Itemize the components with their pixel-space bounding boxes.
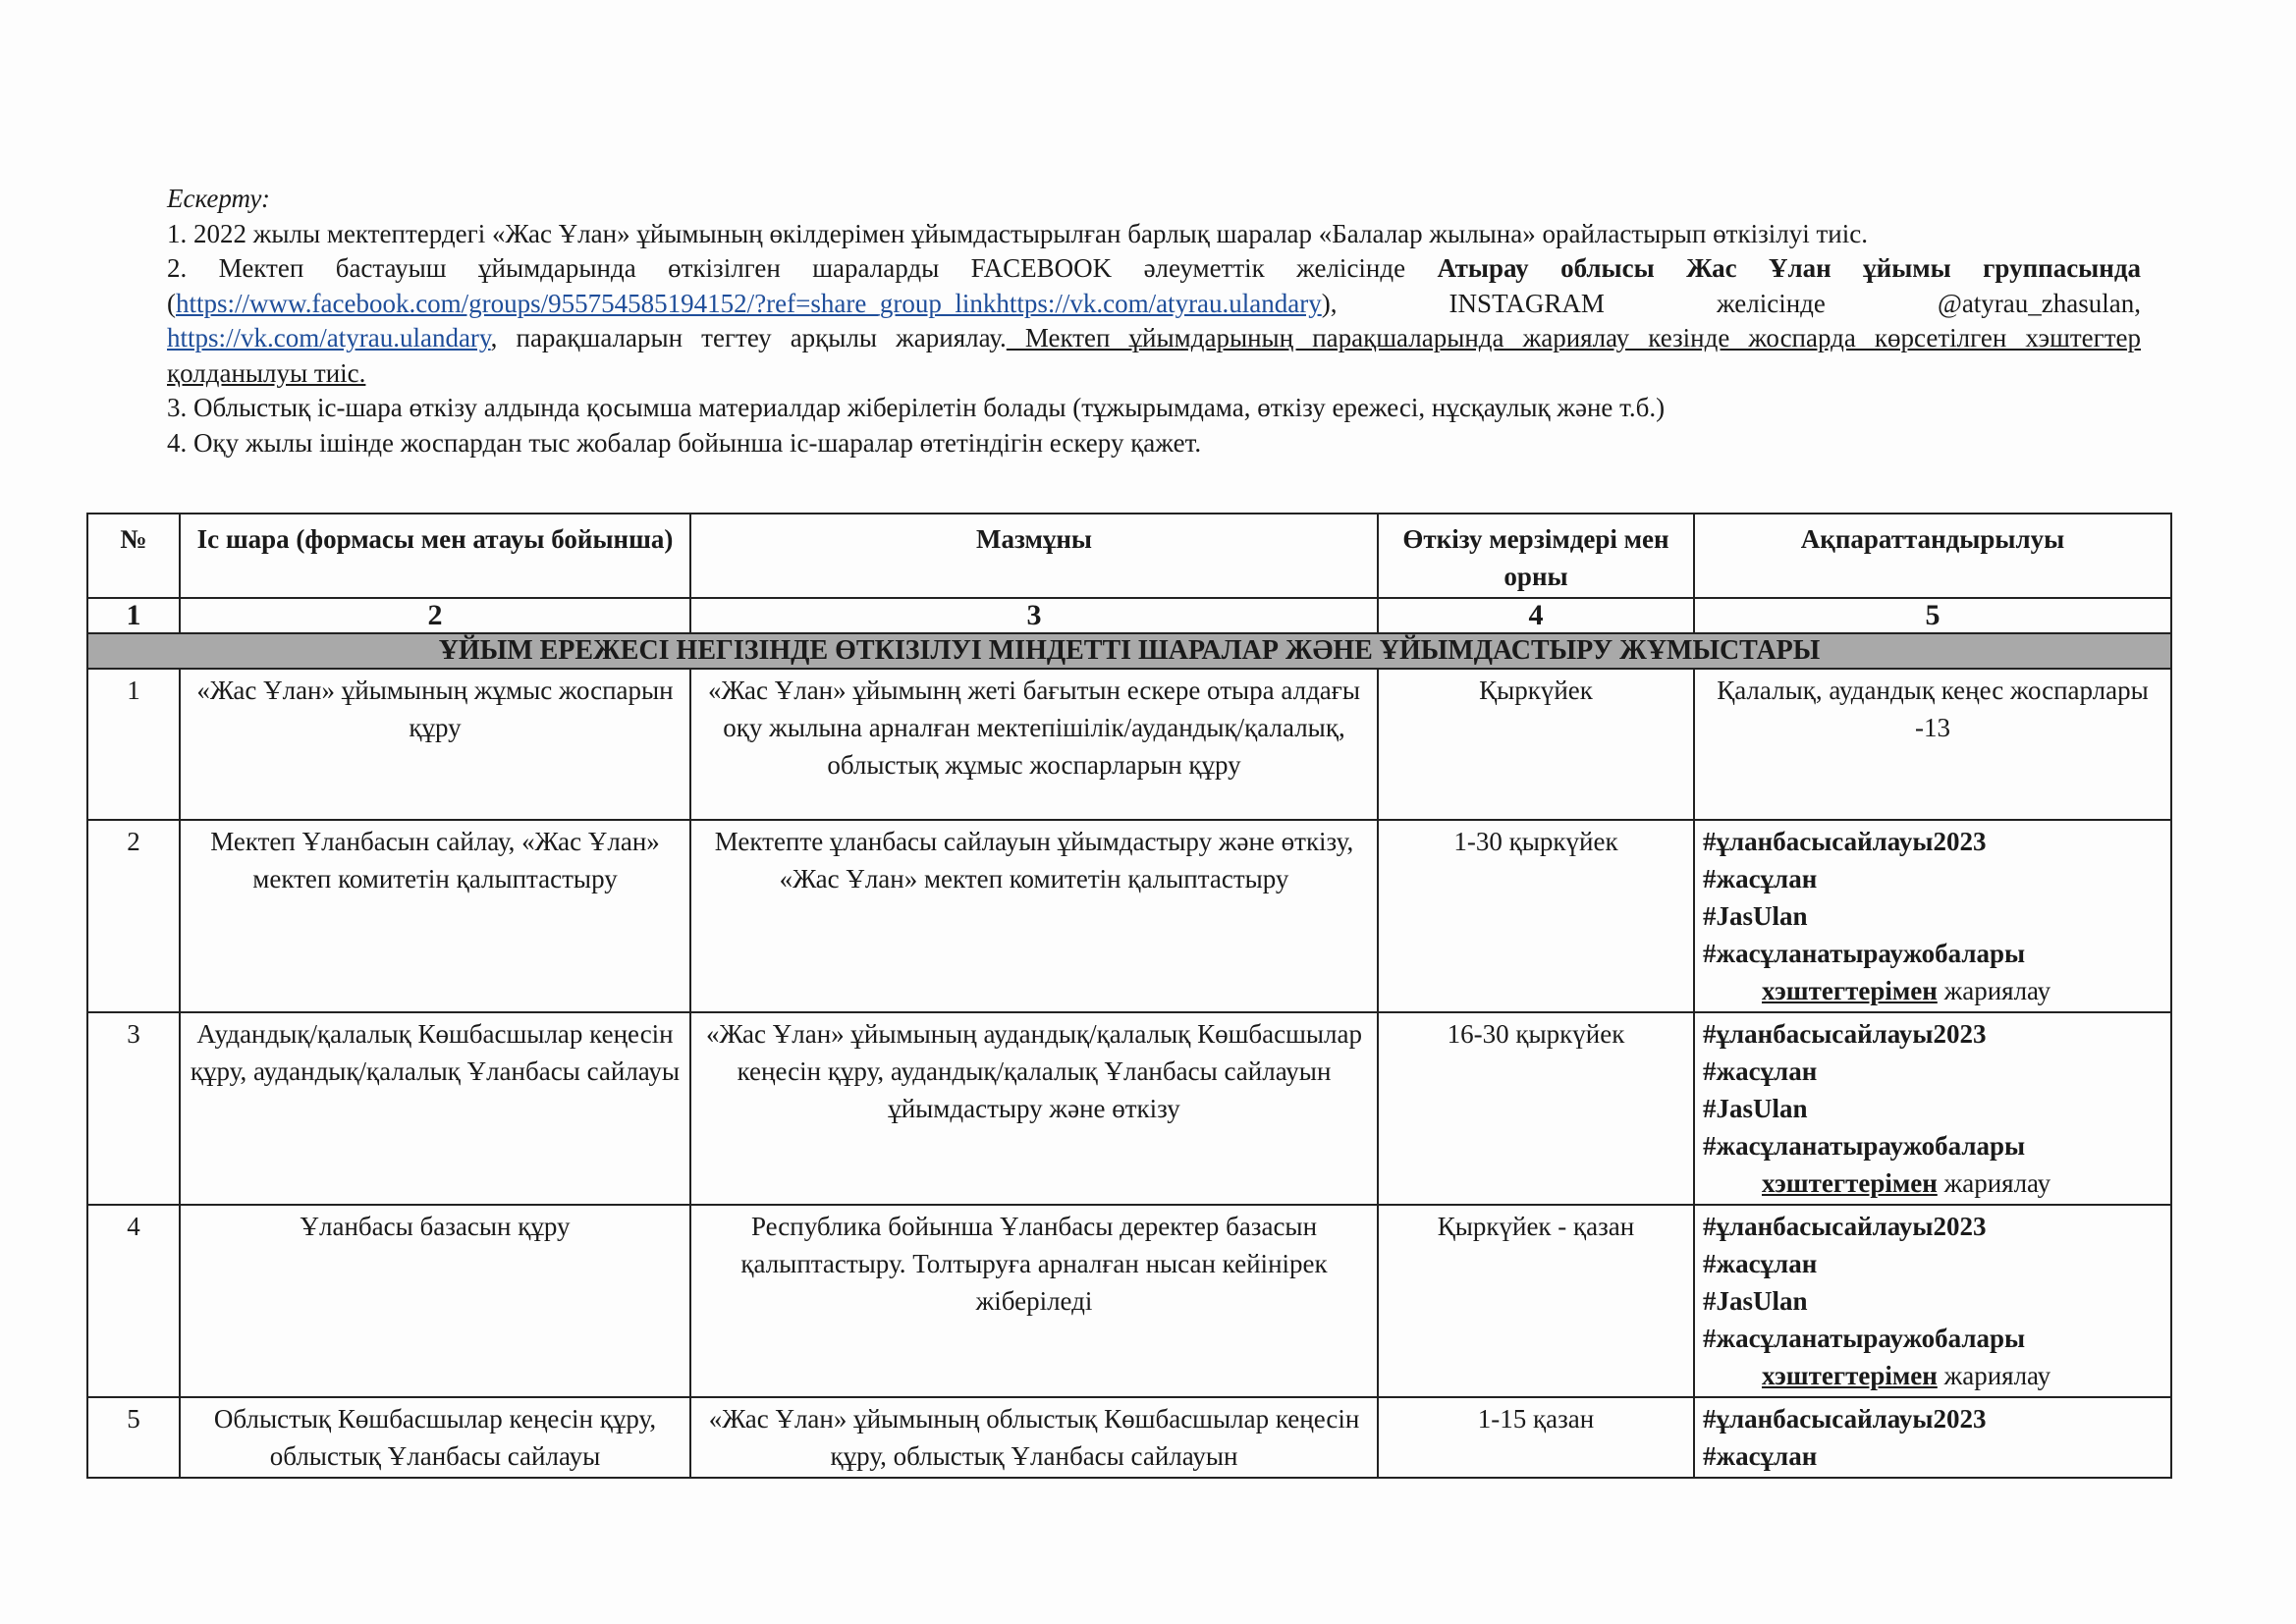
header-content: Мазмұны <box>690 514 1378 598</box>
hashtag-tail-rest: жариялау <box>1937 976 2051 1005</box>
hashtag-tail-rest: жариялау <box>1937 1361 2051 1390</box>
note-2-instagram: ), INSTAGRAM желісінде @atyrau_zhasulan, <box>1321 288 2141 318</box>
table-row <box>87 820 2171 1012</box>
note-item-2 <box>167 251 2141 391</box>
facebook-link[interactable]: https://www.facebook.com/groups/955754585194152/?ref=share_group_linkhttps://vk.com/atyrau.ulandary <box>176 288 1322 318</box>
row-event: Ұланбасы базасын құру <box>180 1205 690 1397</box>
hashtag: #JasUlan <box>1703 901 1808 931</box>
hashtag: #ұланбасысайлауы2023 <box>1703 827 1987 856</box>
hashtag: #ұланбасысайлауы2023 <box>1703 1212 1987 1241</box>
table-row <box>87 1397 2171 1478</box>
table-header-row <box>87 514 2171 598</box>
row-timing: 1-30 қыркүйек <box>1378 820 1694 1012</box>
row-hashtags <box>1694 820 2171 1012</box>
hashtag: #жасұланатыраужобалары <box>1703 1131 2026 1161</box>
hashtag: #жасұлан <box>1703 1249 1818 1278</box>
column-number: 2 <box>180 598 690 633</box>
row-content: «Жас Ұлан» ұйымынң жеті бағытын ескере отыра алдағы оқу жылына арналған мектепішілік/аудандық/қалалық, облыстық жұмыс жоспарларын құру <box>690 669 1378 820</box>
row-event: «Жас Ұлан» ұйымының жұмыс жоспарын құру <box>180 669 690 820</box>
hashtag-tail-underlined: хэштегтерімен <box>1762 976 1938 1005</box>
row-content: Республика бойынша Ұланбасы деректер базасын қалыптастыру. Толтыруға арналған нысан кейінірек жіберіледі <box>690 1205 1378 1397</box>
section-title: ҰЙЫМ ЕРЕЖЕСІ НЕГІЗІНДЕ ӨТКІЗІЛУІ МІНДЕТТІ ШАРАЛАР ЖӘНЕ ҰЙЫМДАСТЫРУ ЖҰМЫСТАРЫ <box>87 633 2171 669</box>
note-2-underlined: Мектеп ұйымдарының парақшаларында жариялау кезінде жоспарда көрсетілген хэштегтер қолданылуы тиіс. <box>167 323 2142 388</box>
row-content: «Жас Ұлан» ұйымының облыстық Көшбасшылар кеңесін құру, облыстық Ұланбасы сайлауын <box>690 1397 1378 1478</box>
column-number-row <box>87 598 2171 633</box>
hashtag-tail-underlined: хэштегтерімен <box>1762 1168 1938 1198</box>
vk-link[interactable]: https://vk.com/atyrau.ulandary <box>167 323 491 352</box>
hashtag: #жасұлан <box>1703 1056 1818 1086</box>
hashtag: #ұланбасысайлауы2023 <box>1703 1019 1987 1049</box>
hashtag: #ұланбасысайлауы2023 <box>1703 1404 1987 1434</box>
note-2-paren: ( <box>167 288 176 318</box>
row-hashtags <box>1694 1205 2171 1397</box>
table-row <box>87 1012 2171 1205</box>
note-item-1: 1. 2022 жылы мектептердегі «Жас Ұлан» ұйымының өкілдерімен ұйымдастырылған барлық шаралар «Балалар жылына» орайластырып өткізілуі тиіс. <box>167 218 1868 248</box>
table-row <box>87 669 2171 820</box>
column-number: 4 <box>1378 598 1694 633</box>
hashtag-tail <box>1703 1164 2162 1202</box>
row-timing: Қыркүйек <box>1378 669 1694 820</box>
hashtag-tail <box>1703 1357 2162 1394</box>
header-timing: Өткізу мерзімдері мен орны <box>1378 514 1694 598</box>
hashtag: #JasUlan <box>1703 1094 1808 1123</box>
header-number: № <box>87 514 180 598</box>
row-hashtags <box>1694 1012 2171 1205</box>
row-number: 1 <box>87 669 180 820</box>
row-number: 2 <box>87 820 180 1012</box>
column-number: 5 <box>1694 598 2171 633</box>
row-number: 5 <box>87 1397 180 1478</box>
note-2-text: 2. Мектеп бастауыш ұйымдарында өткізілген шараларды FACEBOOK әлеуметтік желісінде <box>167 253 1438 283</box>
notes-section <box>167 182 2141 460</box>
row-number: 4 <box>87 1205 180 1397</box>
row-content: Мектепте ұланбасы сайлауын ұйымдастыру және өткізу, «Жас Ұлан» мектеп комитетін қалыптастыру <box>690 820 1378 1012</box>
hashtag: #жасұлан <box>1703 1441 1818 1471</box>
column-number: 3 <box>690 598 1378 633</box>
row-hashtags <box>1694 1397 2171 1478</box>
row-timing: Қыркүйек - қазан <box>1378 1205 1694 1397</box>
section-row <box>87 633 2171 669</box>
hashtag: #JasUlan <box>1703 1286 1808 1316</box>
column-number: 1 <box>87 598 180 633</box>
row-content: «Жас Ұлан» ұйымының аудандық/қалалық Көшбасшылар кеңесін құру, аудандық/қалалық Ұланбасы сайлауын ұйымдастыру және өткізу <box>690 1012 1378 1205</box>
row-timing: 16-30 қыркүйек <box>1378 1012 1694 1205</box>
hashtag: #жасұланатыраужобалары <box>1703 1324 2026 1353</box>
plan-table <box>86 513 2172 1479</box>
header-info: Ақпараттандырылуы <box>1694 514 2171 598</box>
note-item-4: 4. Оқу жылы ішінде жоспардан тыс жобалар бойынша іс-шаралар өтетіндігін ескеру қажет. <box>167 427 1202 458</box>
row-number: 3 <box>87 1012 180 1205</box>
hashtag-tail-underlined: хэштегтерімен <box>1762 1361 1938 1390</box>
hashtag: #жасұланатыраужобалары <box>1703 939 2026 968</box>
note-2-bold: Атырау облысы Жас Ұлан ұйымы группасында <box>1437 253 2141 283</box>
row-event: Аудандық/қалалық Көшбасшылар кеңесін құру, аудандық/қалалық Ұланбасы сайлауы <box>180 1012 690 1205</box>
row-timing: 1-15 қазан <box>1378 1397 1694 1478</box>
row-event: Мектеп Ұланбасын сайлау, «Жас Ұлан» мектеп комитетін қалыптастыру <box>180 820 690 1012</box>
table-row <box>87 1205 2171 1397</box>
header-event: Іс шара (формасы мен атауы бойынша) <box>180 514 690 598</box>
note-item-3: 3. Облыстық іс-шара өткізу алдында қосымша материалдар жіберілетін болады (тұжырымдама, өткізу ережесі, нұсқаулық және т.б.) <box>167 393 1666 422</box>
hashtag-tail-rest: жариялау <box>1937 1168 2051 1198</box>
row-info: Қалалық, аудандық кеңес жоспарлары -13 <box>1694 669 2171 820</box>
row-event: Облыстық Көшбасшылар кеңесін құру, облыстық Ұланбасы сайлауы <box>180 1397 690 1478</box>
note-2-tail: , парақшаларын тегтеу арқылы жариялау. <box>490 323 1007 352</box>
hashtag: #жасұлан <box>1703 864 1818 893</box>
notes-title: Ескерту: <box>167 184 271 213</box>
hashtag-tail <box>1703 972 2162 1009</box>
